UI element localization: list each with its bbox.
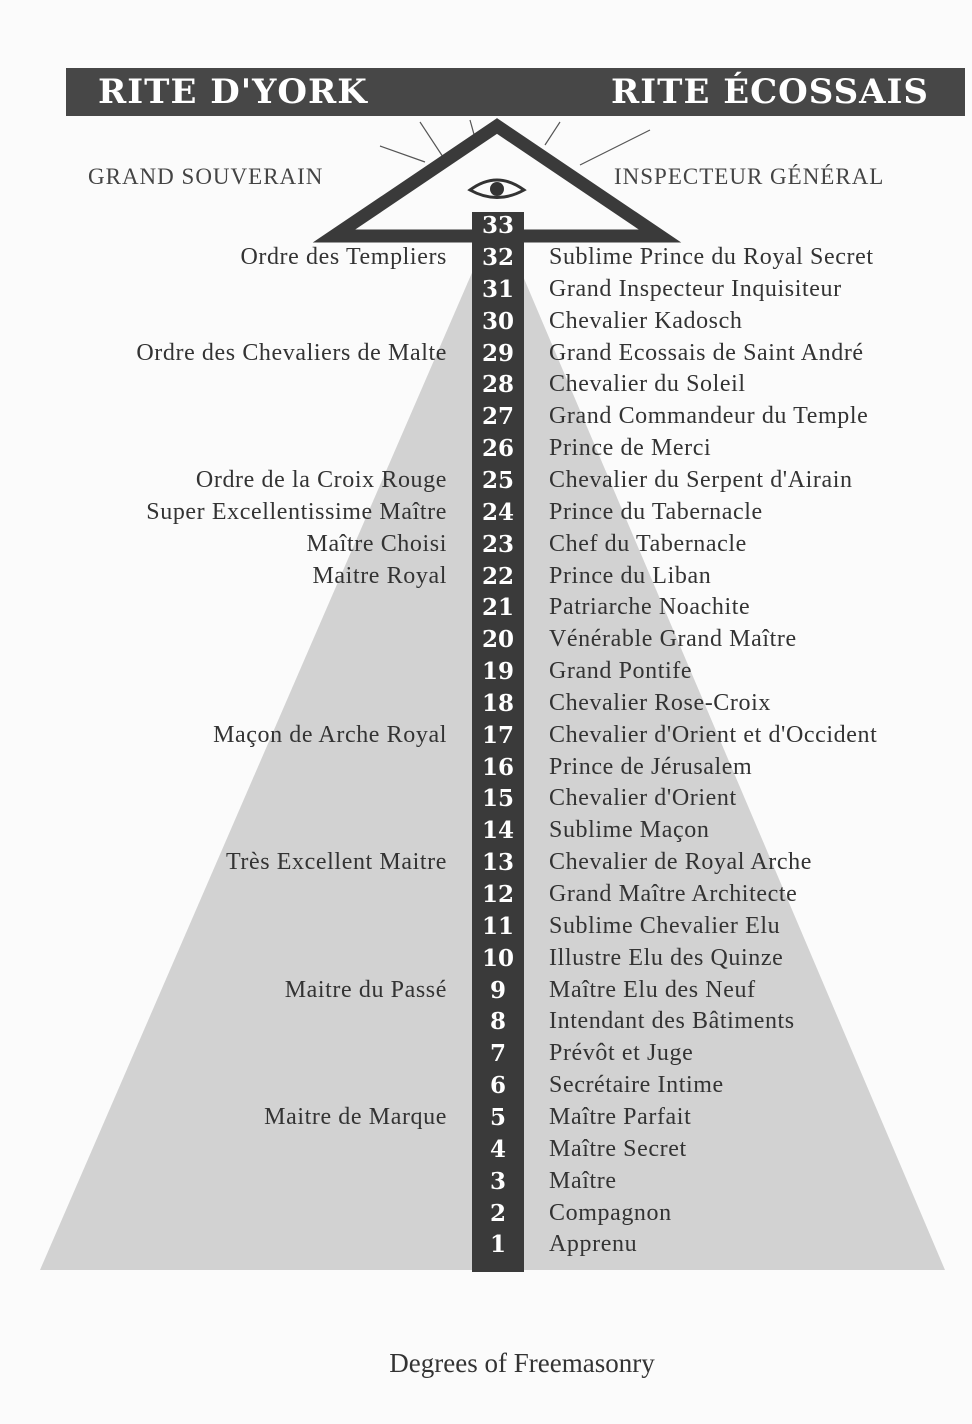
scottish-degree-label: Secrétaire Intime (549, 1072, 724, 1099)
york-top-title: GRAND SOUVERAIN (88, 164, 324, 189)
york-degree-label: Ordre des Templiers (240, 244, 447, 270)
scottish-degree-label: Vénérable Grand Maître (549, 626, 797, 653)
degree-number: 2 (489, 1199, 506, 1227)
york-degree-label: Maitre de Marque (264, 1103, 447, 1130)
scottish-top-title: INSPECTEUR GÉNÉRAL (614, 164, 885, 189)
degree-number: 21 (481, 594, 514, 622)
degree-number: 20 (481, 626, 514, 654)
scottish-degree-label: Chevalier de Royal Arche (549, 849, 812, 876)
degree-number: 17 (481, 721, 514, 749)
degree-number: 28 (481, 371, 514, 399)
scottish-degree-label: Grand Pontife (549, 658, 693, 685)
degree-number: 22 (481, 562, 514, 590)
degree-number: 18 (481, 689, 514, 717)
scottish-degree-label: Grand Commandeur du Temple (549, 403, 869, 430)
degree-number: 12 (481, 881, 514, 908)
degree-number: 11 (481, 912, 514, 940)
degree-number: 24 (481, 498, 514, 526)
scottish-degree-label: Chevalier d'Orient et d'Occident (549, 721, 878, 748)
scottish-degree-label: Sublime Maçon (549, 817, 710, 844)
degree-number: 30 (481, 307, 514, 335)
eye-icon (470, 180, 524, 198)
degree-number: 26 (481, 435, 514, 463)
degree-number: 15 (481, 785, 514, 813)
degree-number: 8 (489, 1008, 506, 1036)
scottish-degree-label: Chevalier du Serpent d'Airain (549, 466, 853, 493)
york-degree-label: Maitre Royal (312, 562, 447, 589)
degree-number: 27 (481, 403, 514, 431)
scottish-degree-label: Grand Inspecteur Inquisiteur (549, 275, 842, 302)
scottish-degree-label: Grand Ecossais de Saint André (549, 339, 864, 366)
degree-number: 25 (481, 466, 514, 494)
degree-number: 1 (489, 1231, 506, 1259)
rite-header-bar (66, 68, 965, 116)
scottish-degree-label: Prince du Tabernacle (549, 498, 763, 525)
figure-caption: Degrees of Freemasonry (389, 1348, 655, 1378)
degree-number: 7 (489, 1040, 506, 1068)
scottish-degree-label: Maître Elu des Neuf (549, 976, 756, 1003)
degree-number: 31 (481, 275, 514, 303)
scottish-degree-label: Maître Parfait (549, 1103, 692, 1130)
scottish-degree-label: Patriarche Noachite (549, 594, 751, 621)
york-degree-label: Maître Choisi (306, 530, 447, 557)
degree-number: 29 (481, 339, 514, 367)
scottish-degree-label: Chevalier Kadosch (549, 307, 743, 334)
york-rite-title: RITE D'YORK (98, 72, 368, 112)
scottish-degree-label: Intendant des Bâtiments (549, 1008, 795, 1035)
scottish-degree-label: Prince du Liban (549, 562, 712, 589)
scottish-degree-label: Apprenu (549, 1231, 638, 1258)
york-degree-label: Maitre du Passé (284, 976, 447, 1003)
degree-number: 16 (481, 753, 514, 781)
york-degree-label: Très Excellent Maitre (226, 849, 447, 876)
scottish-degree-label: Maître Secret (549, 1135, 687, 1162)
degree-number: 19 (481, 658, 514, 686)
scottish-degree-label: Chevalier d'Orient (549, 785, 737, 812)
degree-number: 10 (481, 944, 514, 972)
degree-number: 14 (481, 817, 514, 845)
scottish-degree-label: Chevalier du Soleil (549, 371, 746, 398)
degree-number-33: 33 (481, 212, 514, 239)
degree-number: 23 (481, 530, 514, 558)
degree-number: 4 (489, 1135, 506, 1163)
york-degree-label: Super Excellentissime Maître (146, 498, 447, 525)
scottish-degree-label: Chevalier Rose-Croix (549, 689, 771, 716)
scottish-degree-label: Grand Maître Architecte (549, 881, 798, 907)
scottish-degree-label: Illustre Elu des Quinze (549, 944, 784, 971)
scottish-degree-label: Sublime Chevalier Elu (549, 912, 781, 939)
scottish-rite-title: RITE ÉCOSSAIS (610, 72, 929, 112)
york-degree-label: Ordre des Chevaliers de Malte (136, 339, 447, 366)
scottish-degree-label: Prince de Merci (549, 435, 712, 462)
york-degree-label: Ordre de la Croix Rouge (195, 466, 447, 493)
scottish-degree-label: Sublime Prince du Royal Secret (549, 244, 874, 270)
degree-number: 9 (489, 976, 506, 1004)
degree-number: 13 (481, 849, 514, 877)
degree-number: 3 (489, 1167, 506, 1195)
york-degree-label: Maçon de Arche Royal (213, 721, 447, 748)
degree-number: 6 (489, 1072, 506, 1100)
scottish-degree-label: Maître (549, 1167, 617, 1194)
scottish-degree-label: Prévôt et Juge (549, 1040, 694, 1067)
scottish-degree-label: Chef du Tabernacle (549, 530, 747, 557)
degree-number: 32 (481, 244, 514, 271)
scottish-degree-label: Compagnon (549, 1199, 672, 1226)
degree-number: 5 (489, 1103, 506, 1131)
scottish-degree-label: Prince de Jérusalem (549, 753, 753, 780)
